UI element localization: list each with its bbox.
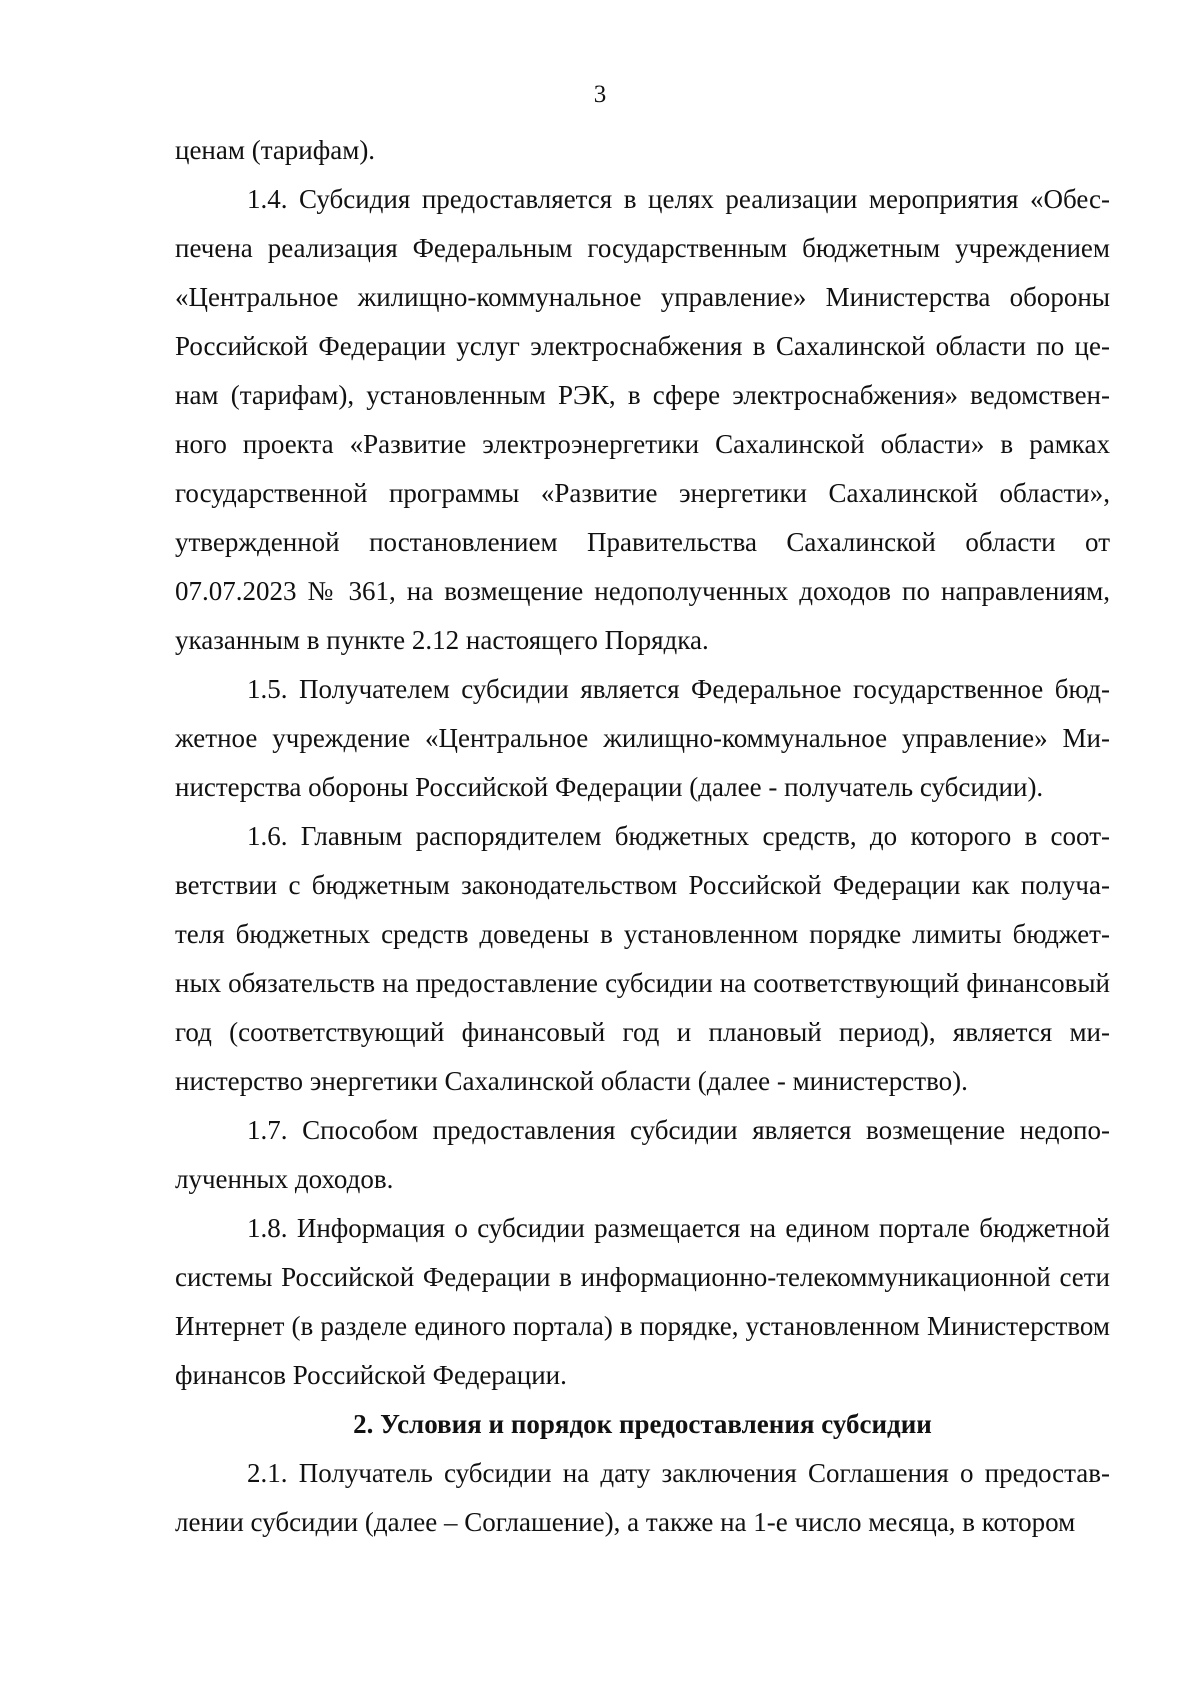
paragraph-1-8: 1.8. Информация о субсидии размещается на едином портале бюджетной системы Российской Федерации в информационно-телекоммуникационной сети Интернет (в разделе единого портала) в порядке, установленном Министерством финансов Российской Федерации.	[175, 1213, 1110, 1390]
paragraph-1-7: 1.7. Способом предоставления субсидии является возмещение недополученных доходов.	[175, 1115, 1110, 1194]
section-2-heading: 2. Условия и порядок предоставления субсидии	[353, 1409, 932, 1439]
page-number: 3	[593, 81, 607, 108]
paragraph-2-1: 2.1. Получатель субсидии на дату заключения Соглашения о предоставлении субсидии (далее – Соглашение), а также на 1-е число месяца, в котором	[175, 1458, 1110, 1537]
paragraph-1-5: 1.5. Получателем субсидии является Федеральное государственное бюджетное учреждение «Центральное жилищно-коммунальное управление» Министерства обороны Российской Федерации (далее - получатель субсидии).	[175, 674, 1110, 802]
paragraph-continuation: ценам (тарифам).	[175, 135, 376, 165]
paragraph-1-6: 1.6. Главным распорядителем бюджетных средств, до которого в соответствии с бюджетным законодательством Российской Федерации как получателя бюджетных средств доведены в установленном порядке лимиты бюджетных обязательств на предоставление субсидии на соответствующий финансовый год (соответствующий финансовый год и плановый период), является министерство энергетики Сахалинской области (далее - министерство).	[175, 821, 1110, 1096]
paragraph-1-4: 1.4. Субсидия предоставляется в целях реализации мероприятия «Обеспечена реализация Федеральным государственным бюджетным учреждением «Центральное жилищно-коммунальное управление» Министерства обороны Российской Федерации услуг электроснабжения в Сахалинской области по ценам (тарифам), установленным РЭК, в сфере электроснабжения» ведомственного проекта «Развитие электроэнергетики Сахалинской области» в рамках государственной программы «Развитие энергетики Сахалинской области», утвержденной постановлением Правительства Сахалинской области от 07.07.2023 № 361, на возмещение недополученных доходов по направлениям, указанным в пункте 2.12 настоящего Порядка.	[175, 184, 1110, 655]
document-body	[175, 126, 1110, 1547]
